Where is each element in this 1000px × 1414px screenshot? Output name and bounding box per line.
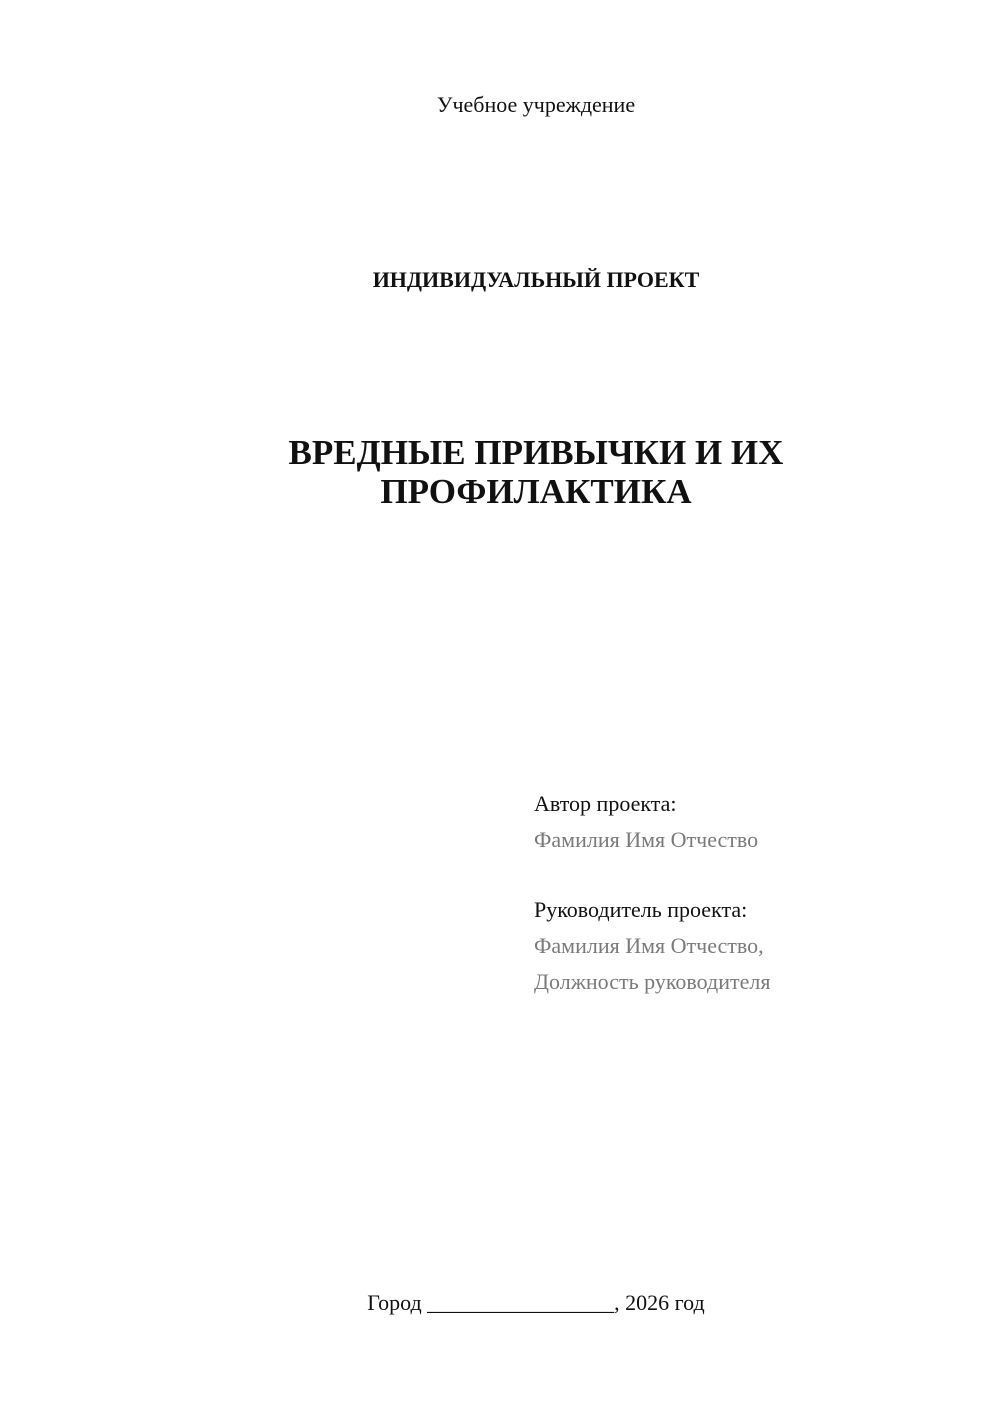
city-year-footer: Город _________________, 2026 год <box>367 1290 705 1315</box>
supervisor-label: Руководитель проекта: <box>534 897 748 922</box>
project-title <box>0 433 1000 511</box>
supervisor-position: Должность руководителя <box>534 969 771 994</box>
project-info-block <box>534 786 974 1000</box>
institution-name: Учебное учреждение <box>436 92 636 117</box>
project-type-heading: ИНДИВИДУАЛЬНЫЙ ПРОЕКТ <box>372 267 700 292</box>
author-name: Фамилия Имя Отчество <box>534 827 759 852</box>
author-label: Автор проекта: <box>534 791 677 816</box>
project-title-line-1: ВРЕДНЫЕ ПРИВЫЧКИ И ИХ <box>288 433 784 472</box>
project-title-line-2: ПРОФИЛАКТИКА <box>380 472 692 511</box>
supervisor-name: Фамилия Имя Отчество, <box>534 933 764 958</box>
spacer <box>534 858 974 892</box>
